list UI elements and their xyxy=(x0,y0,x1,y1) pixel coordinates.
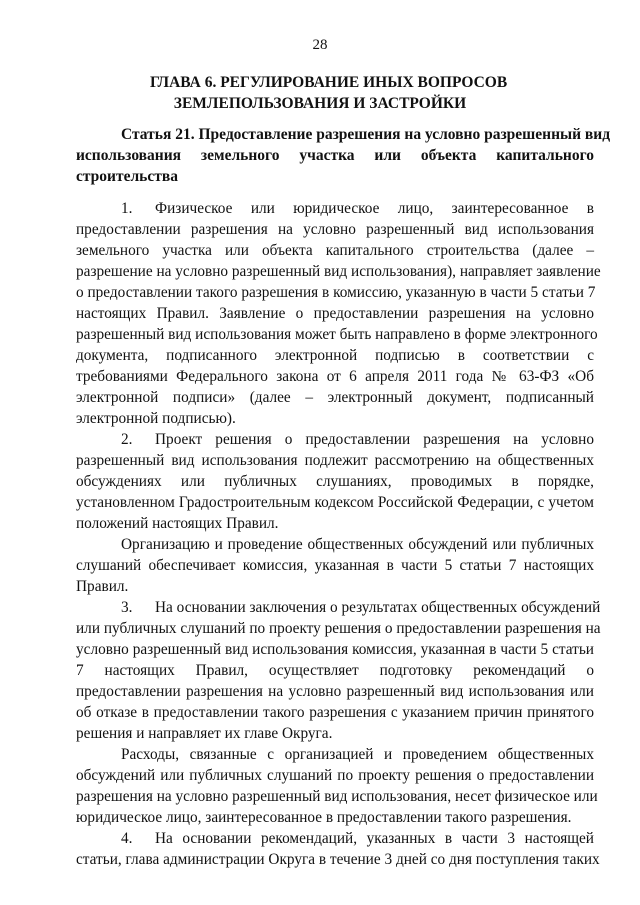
paragraph-line: Правил. xyxy=(76,578,129,595)
paragraph-line: об отказе в предоставлении такого разрешения с указанием причин принятого xyxy=(76,704,594,721)
page-number: 28 xyxy=(312,37,328,53)
article-heading-line: Статья 21. Предоставление разрешения на условно разрешенный вид xyxy=(121,126,611,143)
paragraph-line: требованиями Федерального закона от 6 апреля 2011 года № 63-ФЗ «Об xyxy=(76,368,594,385)
paragraph xyxy=(76,534,594,597)
paragraph-line: разрешенный вид использования может быть направлено в форме электронного xyxy=(76,326,598,343)
paragraph-line: разрешения на условно разрешенный вид использования, несет физическое или xyxy=(76,788,598,805)
paragraph-line: установленном Градостроительным кодексом Российской Федерации, с учетом xyxy=(76,494,594,511)
paragraph-line: обсуждений или публичных слушаний по проекту решения о предоставлении xyxy=(76,767,594,784)
paragraph xyxy=(76,198,601,429)
paragraph-line: положений настоящих Правил. xyxy=(76,515,279,532)
article-heading-line: строительства xyxy=(76,168,178,185)
paragraph-number: 3. xyxy=(121,599,133,616)
paragraph-line: решения и направляет их главе Округа. xyxy=(76,725,333,742)
paragraph-number: 1. xyxy=(121,200,133,217)
paragraph-line: документа, подписанного электронной подписью в соответствии с xyxy=(76,347,594,364)
paragraph-line: предоставлении разрешения на условно разрешенный вид использования xyxy=(76,221,594,238)
paragraph-line: 1. Физическое или юридическое лицо, заинтересованное в xyxy=(121,200,594,217)
paragraph-line: Расходы, связанные с организацией и проведением общественных xyxy=(121,746,594,763)
paragraph-line: 7 настоящих Правил, осуществляет подготовку рекомендаций о xyxy=(76,662,594,679)
paragraph-line: обсуждениях или публичных слушаниях, проводимых в порядке, xyxy=(76,473,594,490)
paragraph-line: юридическое лицо, заинтересованное в предоставлении такого разрешения. xyxy=(76,809,572,826)
paragraph xyxy=(76,828,600,870)
paragraph-line: 4. На основании рекомендаций, указанных в части 3 настоящей xyxy=(121,830,594,847)
document-body xyxy=(76,198,601,870)
paragraph-line: земельного участка или объекта капитального строительства (далее – xyxy=(76,242,594,259)
article-heading-line: использования земельного участка или объекта капитального xyxy=(76,147,594,164)
paragraph-line: разрешение на условно разрешенный вид использования), направляет заявление xyxy=(76,263,601,280)
paragraph-line: настоящих Правил. Заявление о предоставлении разрешения на условно xyxy=(76,305,594,322)
paragraph-line: 2. Проект решения о предоставлении разрешения на условно xyxy=(121,431,594,448)
paragraph-line: 3. На основании заключения о результатах общественных обсуждений xyxy=(121,599,601,616)
paragraph-number: 4. xyxy=(121,830,133,847)
paragraph xyxy=(76,429,594,534)
paragraph-line: или публичных слушаний по проекту решения о предоставлении разрешения на xyxy=(76,620,601,637)
paragraph-number: 2. xyxy=(121,431,133,448)
paragraph xyxy=(76,744,598,828)
paragraph-line: о предоставлении такого разрешения в комиссию, указанную в части 5 статьи 7 xyxy=(76,284,596,301)
chapter-heading xyxy=(150,72,508,114)
paragraph-line: слушаний обеспечивает комиссия, указанная в части 5 статьи 7 настоящих xyxy=(76,557,594,574)
paragraph-line: статьи, глава администрации Округа в течение 3 дней со дня поступления таких xyxy=(76,851,600,868)
paragraph-line: условно разрешенный вид использования комиссия, указанная в части 5 статьи xyxy=(76,641,594,658)
paragraph-line: Организацию и проведение общественных обсуждений или публичных xyxy=(121,536,594,553)
article-heading xyxy=(76,124,611,187)
paragraph-line: разрешенный вид использования подлежит рассмотрению на общественных xyxy=(76,452,594,469)
paragraph-line: электронной подписью). xyxy=(76,410,236,427)
paragraph-line: предоставлении разрешения на условно разрешенный вид использования или xyxy=(76,683,594,700)
paragraph xyxy=(76,597,601,744)
paragraph-line: электронной подписи» (далее – электронный документ, подписанный xyxy=(76,389,594,406)
chapter-heading-line-2: ЗЕМЛЕПОЛЬЗОВАНИЯ И ЗАСТРОЙКИ xyxy=(173,95,467,112)
chapter-heading-line-1: ГЛАВА 6. РЕГУЛИРОВАНИЕ ИНЫХ ВОПРОСОВ xyxy=(150,74,508,91)
